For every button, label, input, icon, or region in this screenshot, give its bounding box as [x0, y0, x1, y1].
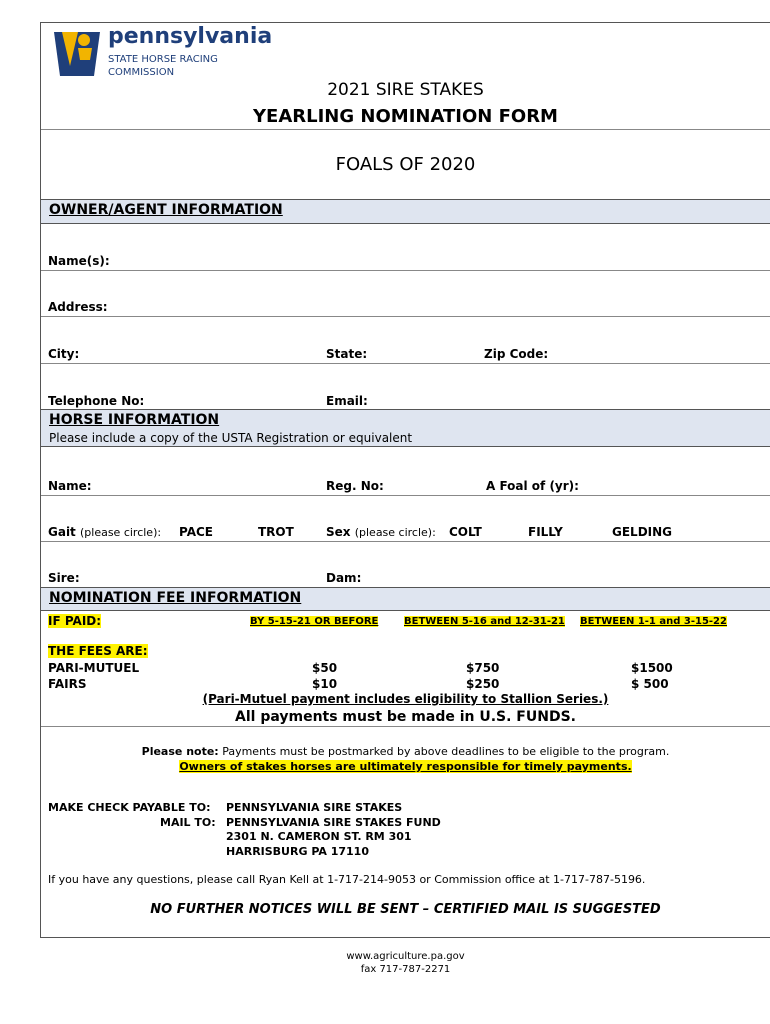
section-horse [41, 409, 770, 447]
logo [48, 24, 273, 82]
logo-line1: STATE HORSE RACING [108, 54, 218, 65]
check-payable-label: MAKE CHECK PAYABLE TO: [48, 801, 211, 814]
owners-responsibility-line [40, 760, 770, 773]
if-paid-label: IF PAID: [48, 614, 102, 628]
fee-period-2: BETWEEN 5-16 and 12-31-21 [404, 616, 565, 627]
fee-period-3: BETWEEN 1-1 and 3-15-22 [580, 616, 727, 627]
fee-pari-period1: $50 [312, 661, 338, 675]
fee-fairs-period3: $ 500 [631, 677, 669, 691]
header-line3: FOALS OF 2020 [335, 154, 476, 175]
fees-divider [41, 726, 770, 727]
owner-telephone-label: Telephone No: [48, 394, 145, 408]
horse-name-label: Name: [48, 479, 92, 493]
owner-row-divider-2 [41, 316, 770, 317]
logo-line2: COMMISSION [108, 67, 175, 78]
fees-are-label: THE FEES ARE: [48, 644, 148, 658]
sex-option-filly[interactable]: FILLY [528, 525, 563, 539]
gait-label-text: Gait [48, 525, 76, 539]
mail-to-line3: HARRISBURG PA 17110 [226, 845, 369, 858]
horse-reg-label: Reg. No: [326, 479, 384, 493]
header-line1: 2021 SIRE STAKES [327, 80, 484, 100]
owner-names-label: Name(s): [48, 254, 110, 268]
horse-dam-label: Dam: [326, 571, 362, 585]
mail-to-line2: 2301 N. CAMERON ST. RM 301 [226, 830, 412, 843]
owner-city-label: City: [48, 347, 80, 361]
fee-row-fairs-label: FAIRS [48, 677, 87, 691]
section-fees-title: NOMINATION FEE INFORMATION [49, 590, 302, 606]
mail-to-label: MAIL TO: [160, 816, 216, 829]
owners-responsibility-text: Owners of stakes horses are ultimately responsible for timely payments. [179, 760, 632, 773]
please-note-label: Please note: [141, 745, 219, 758]
section-owner-agent [41, 199, 770, 224]
sex-please-circle: (please circle): [354, 526, 436, 539]
logo-name: pennsylvania [108, 24, 273, 49]
owner-row-divider-1 [41, 270, 770, 271]
gait-option-pace[interactable]: PACE [179, 525, 213, 539]
questions-contact-line: If you have any questions, please call Ryan Kell at 1-717-214-9053 or Commission office at 1-717-787-5196. [48, 873, 646, 886]
gait-please-circle: (please circle): [79, 526, 162, 539]
owner-email-label: Email: [326, 394, 368, 408]
section-owner-title: OWNER/AGENT INFORMATION [49, 202, 283, 218]
sex-label-text: Sex [326, 525, 351, 539]
check-payable-value: PENNSYLVANIA SIRE STAKES [226, 801, 403, 814]
horse-registration-note: Please include a copy of the USTA Registration or equivalent [49, 431, 413, 445]
owner-state-label: State: [326, 347, 368, 361]
fee-fairs-period1: $10 [312, 677, 338, 691]
owner-row-divider-3 [41, 363, 770, 364]
owner-address-label: Address: [48, 300, 108, 314]
keystone-logo-icon [48, 26, 106, 82]
footer-fax: fax 717-787-2271 [360, 964, 451, 975]
please-note-text: Payments must be postmarked by above deadlines to be eligible to the program. [218, 745, 670, 758]
section-fees [41, 587, 770, 611]
owner-zip-label: Zip Code: [484, 347, 549, 361]
mail-to-line1: PENNSYLVANIA SIRE STAKES FUND [226, 816, 441, 829]
horse-row-divider-1 [41, 495, 770, 496]
fee-row-pari-label: PARI-MUTUEL [48, 661, 140, 675]
gait-label [48, 525, 161, 539]
no-further-notices: NO FURTHER NOTICES WILL BE SENT – CERTIFIED MAIL IS SUGGESTED [150, 902, 661, 917]
fee-pari-period2: $750 [466, 661, 500, 675]
us-funds-note: All payments must be made in U.S. FUNDS. [235, 709, 576, 725]
horse-sire-label: Sire: [48, 571, 80, 585]
sex-label [326, 525, 436, 539]
horse-row-divider-2 [41, 541, 770, 542]
sex-option-gelding[interactable]: GELDING [612, 525, 673, 539]
footer-website: www.agriculture.pa.gov [346, 951, 465, 962]
horse-foal-label: A Foal of (yr): [486, 479, 579, 493]
sex-option-colt[interactable]: COLT [449, 525, 482, 539]
please-note-line [40, 745, 770, 758]
fee-period-1: BY 5-15-21 OR BEFORE [250, 616, 379, 627]
gait-option-trot[interactable]: TROT [258, 525, 294, 539]
fee-pari-period3: $1500 [631, 661, 673, 675]
header-divider [41, 129, 770, 130]
section-horse-title: HORSE INFORMATION [49, 412, 220, 428]
pari-mutuel-note: (Pari-Mutuel payment includes eligibility to Stallion Series.) [202, 692, 609, 706]
page-title: YEARLING NOMINATION FORM [253, 106, 558, 127]
fee-fairs-period2: $250 [466, 677, 500, 691]
